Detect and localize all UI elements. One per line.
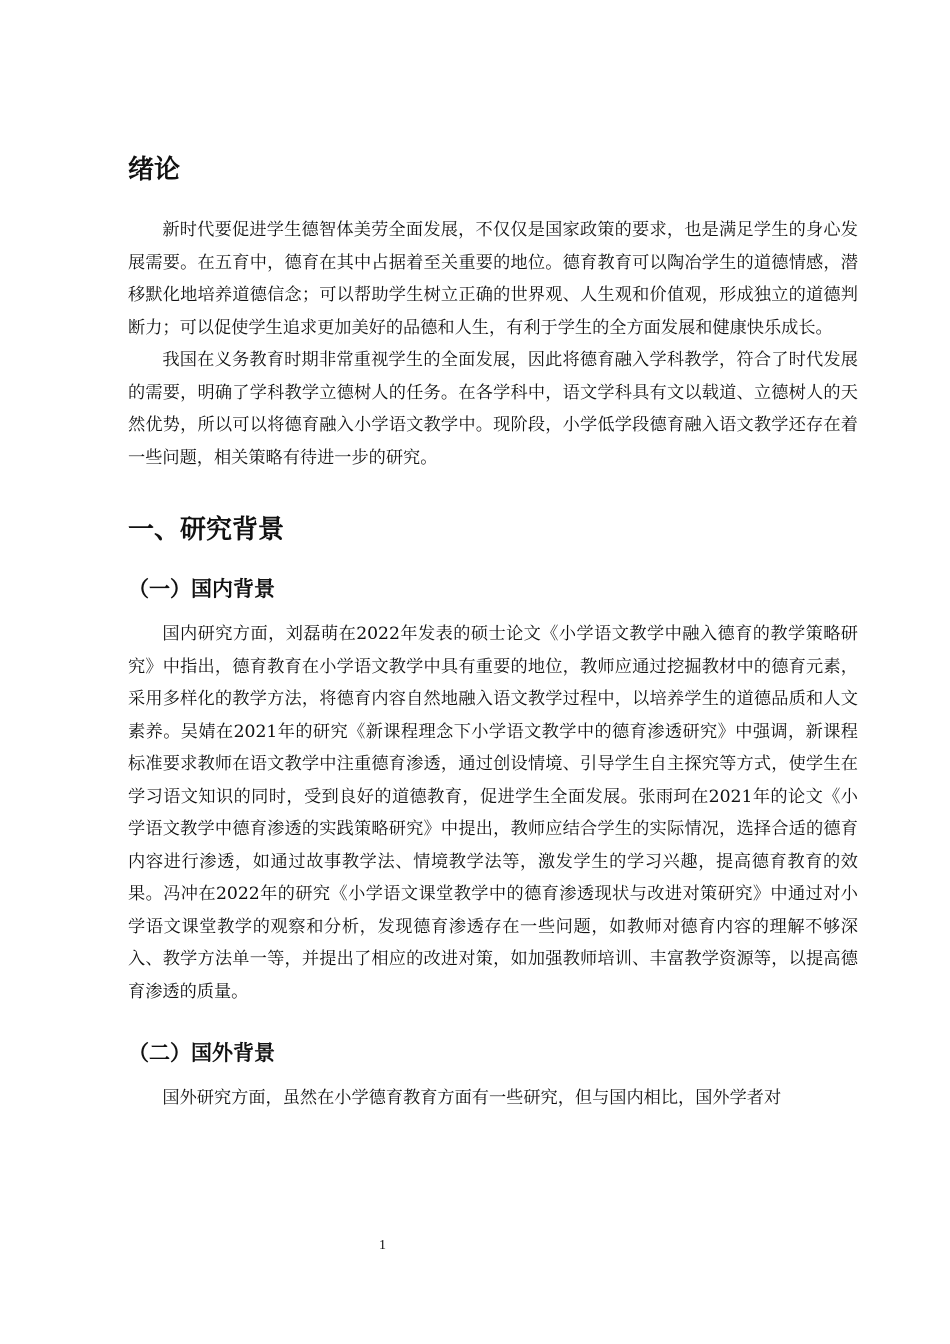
foreign-background-paragraph: 国外研究方面，虽然在小学德育教育方面有一些研究，但与国内相比，国外学者对 xyxy=(162,1088,782,1108)
intro-paragraph-1: 新时代要促进学生德智体美劳全面发展，不仅仅是国家政策的要求，也是满足学生的身心发展需要。在五育中，德育在其中占据着至关重要的地位。德育教育可以陶冶学生的道德情感，潜移默化地培养道德信念；可以帮助学生树立正确的世界观、人生观和价值观，形成独立的道德判断力；可以促使学生追求更加美好的品德和人生，有利于学生的全方面发展和健康快乐成长。 xyxy=(128,220,858,338)
page-content xyxy=(128,150,858,1115)
page-number: 1 xyxy=(379,1238,386,1253)
intro-paragraph-2: 我国在义务教育时期非常重视学生的全面发展，因此将德育融入学科教学，符合了时代发展的需要，明确了学科教学立德树人的任务。在各学科中，语文学科具有文以载道、立德树人的天然优势，所以可以将德育融入小学语文教学中。现阶段，小学低学段德育融入语文教学还存在着一些问题，相关策略有待进一步的研究。 xyxy=(128,350,858,468)
section-heading-research-background: 一、研究背景 xyxy=(128,515,285,545)
intro-heading: 绪论 xyxy=(128,155,181,185)
domestic-background-paragraph: 国内研究方面，刘磊萌在2022年发表的硕士论文《小学语文教学中融入德育的教学策略研究》中指出，德育教育在小学语文教学中具有重要的地位，教师应通过挖掘教材中的德育元素，采用多样化的教学方法，将德育内容自然地融入语文教学过程中，以培养学生的道德品质和人文素养。吴婧在2021年的研究《新课程理念下小学语文教学中的德育渗透研究》中强调，新课程标准要求教师在语文教学中注重德育渗透，通过创设情境、引导学生自主探究等方式，使学生在学习语文知识的同时，受到良好的道德教育，促进学生全面发展。张雨珂在2021年的论文《小学语文教学中德育渗透的实践策略研究》中提出，教师应结合学生的实际情况，选择合适的德育内容进行渗透，如通过故事教学法、情境教学法等，激发学生的学习兴趣，提高德育教育的效果。冯冲在2022年的研究《小学语文课堂教学中的德育渗透现状与改进对策研究》中通过对小学语文课堂教学的观察和分析，发现德育渗透存在一些问题，如教师对德育内容的理解不够深入、教学方法单一等，并提出了相应的改进对策，如加强教师培训、丰富教学资源等，以提高德育渗透的质量。 xyxy=(128,624,858,1002)
subsection-heading-domestic: （一）国内背景 xyxy=(128,577,275,601)
subsection-heading-foreign: （二）国外背景 xyxy=(128,1041,275,1065)
